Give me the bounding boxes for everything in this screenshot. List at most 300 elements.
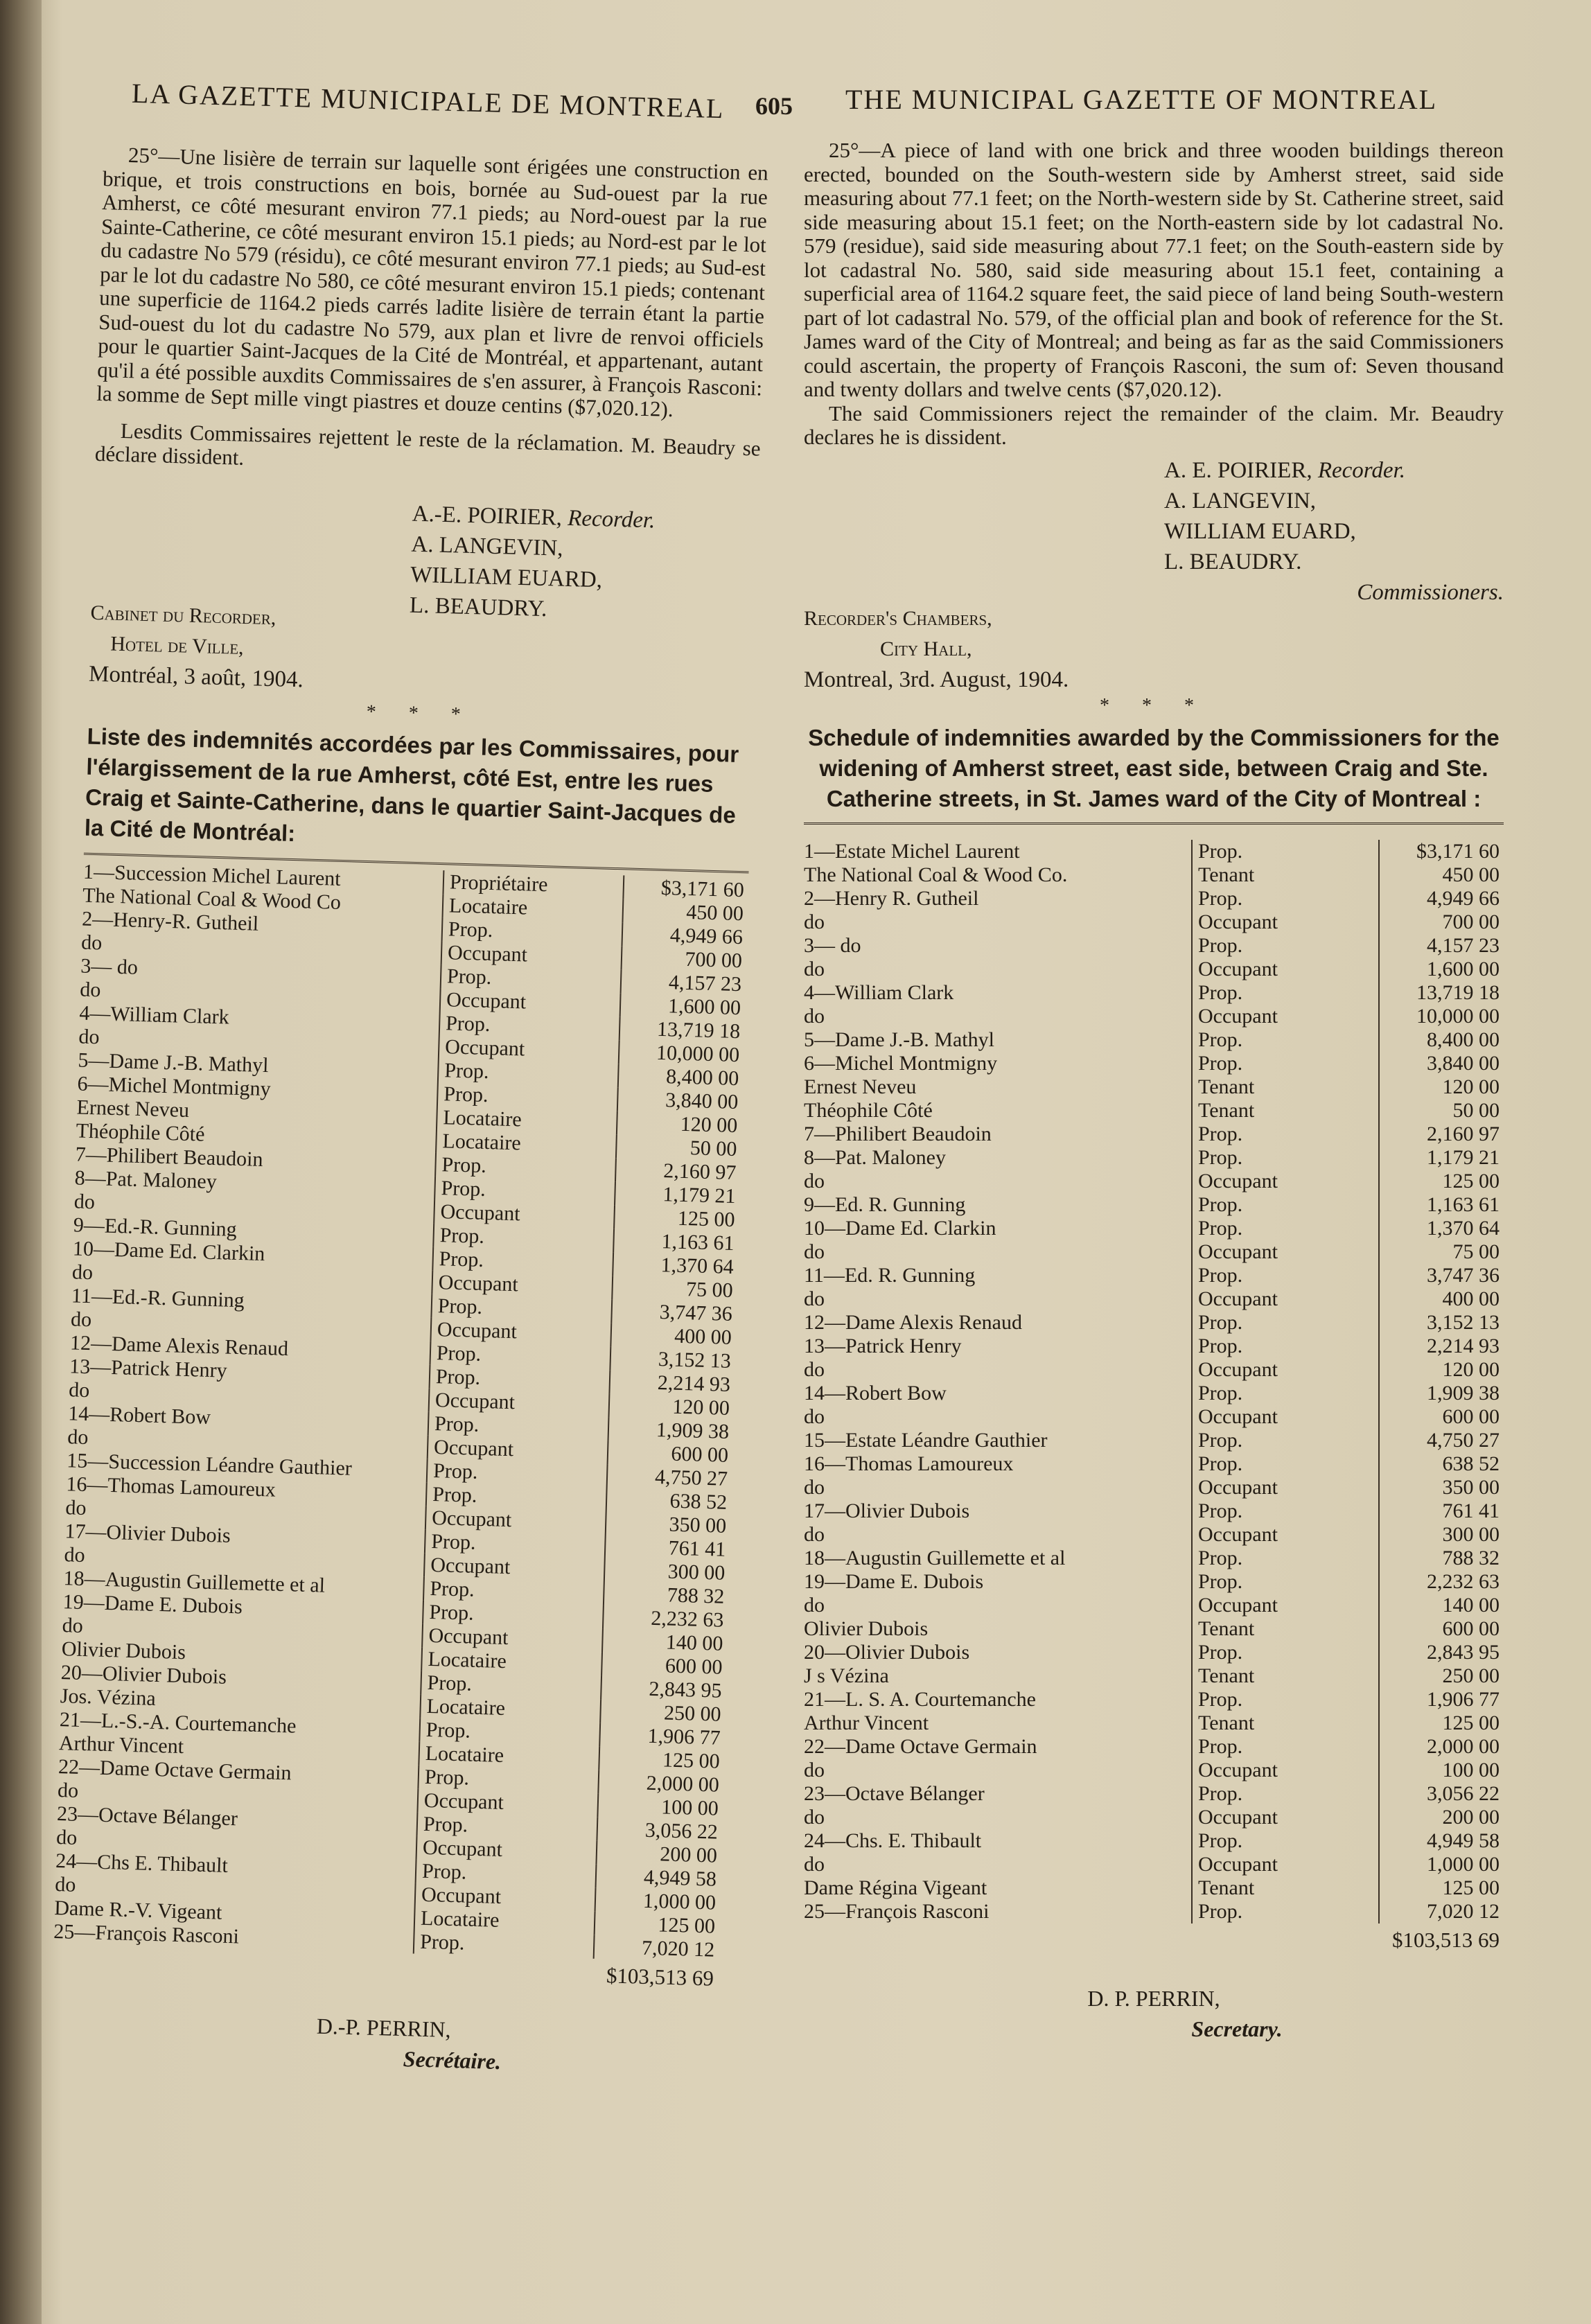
english-office bbox=[804, 604, 1504, 695]
table-row bbox=[804, 1617, 1504, 1641]
table-row bbox=[804, 1782, 1504, 1806]
claimant-name: do bbox=[80, 978, 441, 1012]
indemnity-amount: 2,160 97 bbox=[1427, 1122, 1500, 1145]
claimant-quality: Locataire bbox=[421, 1647, 602, 1675]
claimant-quality: Prop. bbox=[1192, 887, 1379, 910]
claimant-name: 17—Olivier Dubois bbox=[64, 1520, 425, 1553]
claimant-name: do bbox=[73, 1190, 434, 1224]
claimant-quality: Prop. bbox=[438, 1059, 619, 1087]
sig-langevin-en: A. LANGEVIN, bbox=[1164, 488, 1317, 513]
claimant-quality: Prop. bbox=[425, 1529, 606, 1558]
claimant-quality: Tenant bbox=[1192, 1075, 1379, 1099]
table-row bbox=[804, 1735, 1504, 1759]
indemnity-amount: 638 52 bbox=[669, 1489, 728, 1514]
indemnity-amount: 600 00 bbox=[671, 1442, 729, 1467]
claimant-name: 21—L. S. A. Courtemanche bbox=[804, 1688, 1192, 1711]
claimant-name: Olivier Dubois bbox=[61, 1637, 422, 1671]
table-row bbox=[804, 1806, 1504, 1829]
indemnity-amount: 13,719 18 bbox=[656, 1017, 741, 1043]
indemnity-amount: 788 32 bbox=[1442, 1546, 1500, 1569]
claimant-quality: Prop. bbox=[1192, 1146, 1379, 1170]
claimant-name: 18—Augustin Guillemette et al bbox=[804, 1547, 1192, 1570]
claimant-quality: Prop. bbox=[1192, 1429, 1379, 1452]
indemnity-amount: 120 00 bbox=[1442, 1357, 1500, 1381]
claimant-name: 16—Thomas Lamoureux bbox=[804, 1452, 1192, 1476]
table-row bbox=[804, 958, 1504, 981]
claimant-quality: Prop. bbox=[1192, 934, 1379, 958]
claimant-quality: Prop. bbox=[430, 1364, 610, 1393]
sig-beaudry-en: L. BEAUDRY. bbox=[1164, 549, 1302, 574]
indemnity-amount: 600 00 bbox=[1442, 1405, 1500, 1428]
claimant-quality: Prop. bbox=[1192, 1900, 1379, 1924]
indemnity-amount: 125 00 bbox=[662, 1748, 721, 1773]
claimant-quality: Prop. bbox=[1192, 1028, 1379, 1052]
claimant-name: do bbox=[58, 1779, 419, 1813]
claimant-name: do bbox=[72, 1260, 433, 1294]
indemnity-amount: 2,000 00 bbox=[1427, 1734, 1500, 1758]
table-row bbox=[804, 981, 1504, 1005]
claimant-quality: Locataire bbox=[437, 1105, 617, 1134]
claimant-quality: Locataire bbox=[419, 1741, 599, 1770]
claimant-name: 23—Octave Bélanger bbox=[804, 1782, 1192, 1806]
claimant-quality: Locataire bbox=[414, 1906, 595, 1935]
claimant-name: 23—Octave Bélanger bbox=[57, 1802, 418, 1836]
claimant-name: Dame R.-V. Vigeant bbox=[54, 1896, 415, 1930]
claimant-quality: Prop. bbox=[431, 1294, 612, 1322]
claimant-name: 5—Dame J.-B. Mathyl bbox=[804, 1028, 1192, 1052]
indemnity-amount: 1,163 61 bbox=[1427, 1192, 1500, 1216]
indemnity-amount: 2,232 63 bbox=[1427, 1569, 1500, 1593]
indemnity-amount: 8,400 00 bbox=[1427, 1028, 1500, 1051]
claimant-name: do bbox=[69, 1378, 430, 1412]
claimant-quality: Prop. bbox=[1192, 1382, 1379, 1405]
sig-poirier-en: A. E. POIRIER, bbox=[1164, 457, 1312, 483]
claimant-name: do bbox=[81, 931, 442, 965]
commissioners-label: Commissioners. bbox=[1357, 579, 1504, 605]
table-row bbox=[804, 1688, 1504, 1711]
table-row bbox=[804, 1570, 1504, 1594]
claimant-name: 25—François Rasconi bbox=[804, 1900, 1192, 1924]
claimant-name: 8—Pat. Maloney bbox=[804, 1146, 1192, 1170]
indemnity-amount: 788 32 bbox=[667, 1583, 725, 1608]
table-row bbox=[804, 1075, 1504, 1099]
claimant-quality: Occupant bbox=[1192, 1005, 1379, 1028]
claimant-quality: Occupant bbox=[1192, 1358, 1379, 1382]
indemnity-amount: 125 00 bbox=[1442, 1711, 1500, 1734]
claimant-quality: Locataire bbox=[436, 1129, 617, 1157]
claimant-quality: Prop. bbox=[418, 1765, 599, 1793]
table-row bbox=[804, 1759, 1504, 1782]
claimant-quality: Occupant bbox=[1192, 1759, 1379, 1782]
table-row bbox=[804, 1217, 1504, 1240]
claimant-quality: Tenant bbox=[1192, 1099, 1379, 1123]
indemnity-amount: 4,157 23 bbox=[668, 970, 742, 996]
claimant-name: 25—François Rasconi bbox=[53, 1919, 414, 1953]
table-row bbox=[804, 887, 1504, 910]
claimant-name: Ernest Neveu bbox=[76, 1095, 437, 1129]
claimant-quality: Occupant bbox=[434, 1199, 615, 1228]
claimant-name: 13—Patrick Henry bbox=[69, 1355, 430, 1389]
claimant-name: do bbox=[804, 1853, 1192, 1876]
claimant-name: 4—William Clark bbox=[804, 981, 1192, 1005]
indemnity-amount: 2,232 63 bbox=[650, 1606, 724, 1632]
indemnity-amount: 2,843 95 bbox=[1427, 1640, 1500, 1664]
indemnity-amount: 2,843 95 bbox=[649, 1677, 722, 1702]
indemnity-amount: 600 00 bbox=[665, 1653, 723, 1679]
indemnity-amount: 1,906 77 bbox=[1427, 1687, 1500, 1711]
claimant-name: do bbox=[56, 1826, 417, 1860]
french-total: $103,513 69 bbox=[606, 1962, 714, 1991]
claimant-name: 5—Dame J.-B. Mathyl bbox=[78, 1048, 439, 1082]
claimant-name: 19—Dame E. Dubois bbox=[62, 1590, 423, 1624]
claimant-name: do bbox=[78, 1025, 439, 1059]
claimant-quality: Prop. bbox=[423, 1576, 604, 1605]
table-row bbox=[804, 1711, 1504, 1735]
indemnity-amount: 400 00 bbox=[1442, 1287, 1500, 1310]
indemnity-amount: 2,214 93 bbox=[1427, 1334, 1500, 1357]
claimant-quality: Tenant bbox=[1192, 1711, 1379, 1735]
claimant-name: 21—L.-S.-A. Courtemanche bbox=[60, 1708, 421, 1742]
indemnity-amount: 75 00 bbox=[685, 1277, 734, 1302]
claimant-quality: Prop. bbox=[1192, 840, 1379, 863]
claimant-quality: Prop. bbox=[427, 1459, 608, 1487]
claimant-name: 4—William Clark bbox=[79, 1001, 440, 1035]
indemnity-amount: 125 00 bbox=[677, 1206, 735, 1231]
sig-poirier-role: Recorder. bbox=[567, 505, 656, 533]
indemnity-amount: 250 00 bbox=[1442, 1664, 1500, 1687]
claimant-name: 11—Ed. R. Gunning bbox=[804, 1264, 1192, 1287]
claimant-name: do bbox=[55, 1873, 416, 1907]
claimant-name: 2—Henry-R. Gutheil bbox=[82, 907, 443, 941]
claimant-quality: Prop. bbox=[414, 1930, 595, 1958]
table-row bbox=[804, 1311, 1504, 1335]
indemnity-amount: 761 41 bbox=[1442, 1499, 1500, 1522]
indemnity-amount: 3,056 22 bbox=[1427, 1781, 1500, 1805]
table-row bbox=[804, 1123, 1504, 1146]
claimant-quality: Prop. bbox=[430, 1341, 611, 1369]
claimant-quality: Prop. bbox=[417, 1812, 598, 1840]
claimant-name: 24—Chs E. Thibault bbox=[55, 1849, 416, 1883]
table-row bbox=[804, 1264, 1504, 1287]
claimant-quality: Prop. bbox=[1192, 1052, 1379, 1075]
claimant-quality: Occupant bbox=[1192, 1405, 1379, 1429]
table-row bbox=[804, 1146, 1504, 1170]
french-secretary bbox=[50, 2002, 717, 2082]
table-row bbox=[804, 1452, 1504, 1476]
claimant-quality: Occupant bbox=[429, 1388, 610, 1416]
table-row bbox=[804, 1193, 1504, 1217]
claimant-quality: Prop. bbox=[421, 1671, 601, 1699]
claimant-quality: Prop. bbox=[433, 1223, 614, 1251]
claimant-name: 10—Dame Ed. Clarkin bbox=[73, 1237, 434, 1271]
header-french-title: LA GAZETTE MUNICIPALE DE MONTREAL bbox=[131, 77, 726, 125]
english-paragraph-25: 25°—A piece of land with one brick and three wooden buildings thereon erected, bounded on the South-western side by Amherst street, said side measuring about 77.1 feet; on the North-western side by St. Catherine street, said side measuring about 15.1 feet; on the North-eastern side by lot cadastral No. 579 (residue), said side measuring about 77.1 feet; on the South-eastern side by lot cadastral No. 580, said side measuring about 15.1 feet, containing a superficial area of 1164.2 square feet, the said piece of land being South-western part of lot cadastral No. 579, of the official plan and book of reference for the St. James ward of the City of Montreal; and being as far as the said Commissioners could ascertain, the property of François Rasconi, the sum of: Seven thousand and twenty dollars and twelve cents ($7,020.12). bbox=[804, 138, 1504, 401]
claimant-name: Arthur Vincent bbox=[804, 1711, 1192, 1735]
claimant-name: do bbox=[67, 1425, 428, 1459]
indemnity-amount: 7,020 12 bbox=[1427, 1899, 1500, 1923]
indemnity-amount: 200 00 bbox=[659, 1842, 718, 1867]
claimant-name: 19—Dame E. Dubois bbox=[804, 1570, 1192, 1594]
claimant-name: do bbox=[71, 1308, 432, 1341]
english-signatures bbox=[1164, 455, 1504, 608]
english-schedule-title: Schedule of indemnities awarded by the Commissioners for the widening of Amherst street, east side, between Craig and Ste. Catherine streets, in St. James ward of the City of Montreal : bbox=[808, 724, 1500, 811]
claimant-name: 20—Olivier Dubois bbox=[60, 1661, 421, 1695]
indemnity-amount: 4,750 27 bbox=[1427, 1428, 1500, 1452]
indemnity-amount: 4,949 58 bbox=[643, 1865, 717, 1891]
claimant-quality: Occupant bbox=[1192, 1523, 1379, 1547]
indemnity-amount: 1,909 38 bbox=[656, 1418, 730, 1443]
claimant-quality: Occupant bbox=[1192, 1476, 1379, 1499]
claimant-quality: Prop. bbox=[1192, 1335, 1379, 1358]
claimant-name: do bbox=[804, 958, 1192, 981]
section-stars-en: * * * bbox=[1100, 694, 1208, 716]
claimant-name: 12—Dame Alexis Renaud bbox=[70, 1331, 431, 1365]
claimant-name: 22—Dame Octave Germain bbox=[58, 1755, 419, 1789]
indemnity-amount: 1,370 64 bbox=[1427, 1216, 1500, 1240]
indemnity-amount: 2,214 93 bbox=[657, 1371, 731, 1396]
claimant-name: 18—Augustin Guillemette et al bbox=[63, 1567, 424, 1601]
indemnity-amount: 350 00 bbox=[1442, 1475, 1500, 1499]
claimant-quality: Occupant bbox=[428, 1435, 608, 1463]
office-en-line-1: Recorder's Chambers, bbox=[804, 606, 992, 630]
claimant-quality: Prop. bbox=[1192, 1688, 1379, 1711]
claimant-quality: Locataire bbox=[420, 1694, 601, 1723]
indemnity-amount: 2,000 00 bbox=[646, 1771, 720, 1797]
claimant-name: 14—Robert Bow bbox=[68, 1402, 429, 1436]
claimant-quality: Occupant bbox=[416, 1836, 597, 1864]
claimant-name: J s Vézina bbox=[804, 1664, 1192, 1688]
table-row bbox=[804, 1099, 1504, 1123]
claimant-quality: Occupant bbox=[422, 1623, 603, 1652]
claimant-quality: Occupant bbox=[1192, 1287, 1379, 1311]
indemnity-amount: 125 00 bbox=[1442, 1169, 1500, 1192]
secretary-role: Secrétaire. bbox=[403, 2045, 502, 2074]
claimant-name: 14—Robert Bow bbox=[804, 1382, 1192, 1405]
office-line-1: Cabinet du Recorder, bbox=[90, 601, 276, 629]
claimant-name: 17—Olivier Dubois bbox=[804, 1499, 1192, 1523]
indemnity-amount: 450 00 bbox=[685, 900, 744, 925]
indemnity-amount: 3,152 13 bbox=[1427, 1310, 1500, 1334]
indemnity-amount: 120 00 bbox=[671, 1395, 730, 1420]
indemnity-amount: 3,840 00 bbox=[1427, 1051, 1500, 1075]
indemnity-amount: 3,747 36 bbox=[1427, 1263, 1500, 1287]
table-row bbox=[804, 1170, 1504, 1193]
table-row bbox=[804, 1405, 1504, 1429]
claimant-quality: Prop. bbox=[1192, 1499, 1379, 1523]
french-signatures bbox=[409, 498, 759, 630]
claimant-name: do bbox=[804, 1405, 1192, 1429]
claimant-quality: Occupant bbox=[441, 941, 622, 969]
claimant-quality: Occupant bbox=[415, 1883, 596, 1911]
table-row bbox=[804, 1641, 1504, 1664]
claimant-name: 16—Thomas Lamoureux bbox=[66, 1472, 427, 1506]
claimant-quality: Locataire bbox=[443, 894, 624, 922]
table-row bbox=[804, 934, 1504, 958]
sig-langevin: A. LANGEVIN, bbox=[411, 531, 564, 561]
claimant-quality: Prop. bbox=[1192, 1547, 1379, 1570]
claimant-name: Olivier Dubois bbox=[804, 1617, 1192, 1641]
table-row bbox=[804, 1664, 1504, 1688]
claimant-name: 13—Patrick Henry bbox=[804, 1335, 1192, 1358]
indemnity-amount: 1,163 61 bbox=[661, 1229, 735, 1255]
indemnity-amount: 10,000 00 bbox=[656, 1041, 740, 1066]
indemnity-amount: 8,400 00 bbox=[665, 1064, 739, 1090]
indemnity-amount: 250 00 bbox=[663, 1700, 722, 1726]
claimant-name: do bbox=[64, 1543, 425, 1577]
claimant-quality: Prop. bbox=[1192, 1311, 1379, 1335]
page-number: 605 bbox=[755, 92, 793, 120]
claimant-name: 12—Dame Alexis Renaud bbox=[804, 1311, 1192, 1335]
claimant-name: do bbox=[804, 1005, 1192, 1028]
table-row bbox=[804, 1523, 1504, 1547]
claimant-quality: Prop. bbox=[432, 1247, 613, 1275]
claimant-name: do bbox=[804, 1759, 1192, 1782]
claimant-name: do bbox=[804, 1240, 1192, 1264]
page-header bbox=[125, 76, 1524, 125]
table-row bbox=[804, 1853, 1504, 1876]
claimant-name: 11—Ed.-R. Gunning bbox=[71, 1284, 432, 1318]
claimant-quality: Prop. bbox=[1192, 1452, 1379, 1476]
sig-beaudry: L. BEAUDRY. bbox=[409, 592, 547, 622]
claimant-name: 20—Olivier Dubois bbox=[804, 1641, 1192, 1664]
claimant-quality: Prop. bbox=[426, 1482, 607, 1511]
table-row bbox=[804, 1052, 1504, 1075]
claimant-quality: Prop. bbox=[1192, 1123, 1379, 1146]
claimant-name: do bbox=[804, 1594, 1192, 1617]
claimant-name: 9—Ed. R. Gunning bbox=[804, 1193, 1192, 1217]
claimant-name: Théophile Côté bbox=[76, 1119, 437, 1153]
claimant-name: The National Coal & Wood Co bbox=[82, 883, 443, 917]
claimant-name: 22—Dame Octave Germain bbox=[804, 1735, 1192, 1759]
table-row bbox=[804, 1382, 1504, 1405]
claimant-name: 3— do bbox=[804, 934, 1192, 958]
english-secretary bbox=[804, 1983, 1504, 2044]
indemnity-amount: 350 00 bbox=[669, 1513, 727, 1538]
indemnity-amount: 3,840 00 bbox=[665, 1088, 739, 1113]
claimant-quality: Tenant bbox=[1192, 1617, 1379, 1641]
indemnity-amount: 3,747 36 bbox=[659, 1300, 733, 1326]
claimant-name: 7—Philibert Beaudoin bbox=[804, 1123, 1192, 1146]
claimant-quality: Occupant bbox=[425, 1506, 606, 1534]
claimant-name: 9—Ed.-R. Gunning bbox=[73, 1213, 434, 1247]
claimant-quality: Occupant bbox=[432, 1270, 613, 1299]
indemnity-amount: 761 41 bbox=[668, 1536, 726, 1561]
french-date: Montréal, 3 août, 1904. bbox=[88, 661, 304, 692]
indemnity-amount: 1,906 77 bbox=[647, 1724, 721, 1750]
indemnity-amount: 140 00 bbox=[665, 1630, 723, 1655]
claimant-quality: Occupant bbox=[1192, 1594, 1379, 1617]
indemnity-amount: 1,179 21 bbox=[1427, 1145, 1500, 1169]
claimant-quality: Prop. bbox=[1192, 981, 1379, 1005]
indemnity-amount: 2,160 97 bbox=[662, 1159, 737, 1184]
table-row bbox=[804, 840, 1504, 863]
claimant-name: 8—Pat. Maloney bbox=[74, 1166, 435, 1200]
claimant-name: 7—Philibert Beaudoin bbox=[75, 1143, 436, 1177]
claimant-name: do bbox=[65, 1496, 426, 1530]
indemnity-amount: 1,000 00 bbox=[642, 1889, 717, 1914]
claimant-quality: Prop. bbox=[1192, 1782, 1379, 1806]
indemnity-amount: $3,171 60 bbox=[660, 876, 745, 901]
indemnity-amount: 4,949 58 bbox=[1427, 1829, 1500, 1852]
english-column bbox=[804, 139, 1504, 2044]
indemnity-amount: 4,949 66 bbox=[1427, 886, 1500, 910]
claimant-quality: Tenant bbox=[1192, 1876, 1379, 1900]
claimant-quality: Prop. bbox=[1192, 1193, 1379, 1217]
indemnity-amount: 400 00 bbox=[674, 1324, 732, 1349]
claimant-quality: Prop. bbox=[434, 1176, 615, 1204]
claimant-name: 15—Succession Léandre Gauthier bbox=[67, 1449, 428, 1483]
claimant-name: Ernest Neveu bbox=[804, 1075, 1192, 1099]
claimant-name: 1—Succession Michel Laurent bbox=[83, 860, 444, 894]
claimant-quality: Prop. bbox=[1192, 1829, 1379, 1853]
claimant-quality: Prop. bbox=[437, 1082, 618, 1110]
claimant-name: do bbox=[804, 1806, 1192, 1829]
table-rule-en bbox=[804, 822, 1504, 825]
claimant-quality: Prop. bbox=[423, 1600, 604, 1628]
claimant-name: Arthur Vincent bbox=[59, 1732, 420, 1766]
indemnity-amount: 4,949 66 bbox=[669, 923, 744, 949]
indemnity-amount: 200 00 bbox=[1442, 1805, 1500, 1829]
claimant-name: 3— do bbox=[80, 954, 441, 988]
table-row bbox=[804, 1476, 1504, 1499]
indemnity-amount: 1,909 38 bbox=[1427, 1381, 1500, 1405]
claimant-quality: Occupant bbox=[417, 1788, 598, 1817]
table-row bbox=[804, 910, 1504, 934]
indemnity-amount: 450 00 bbox=[1442, 863, 1500, 886]
table-row bbox=[804, 1287, 1504, 1311]
english-date: Montreal, 3rd. August, 1904. bbox=[804, 667, 1069, 692]
claimant-name: do bbox=[804, 1287, 1192, 1311]
claimant-name: Théophile Côté bbox=[804, 1099, 1192, 1123]
claimant-quality: Prop. bbox=[1192, 1735, 1379, 1759]
claimant-quality: Prop. bbox=[439, 1012, 620, 1040]
claimant-name: 24—Chs. E. Thibault bbox=[804, 1829, 1192, 1853]
book-binding-edge bbox=[0, 0, 42, 2324]
table-row bbox=[804, 1547, 1504, 1570]
indemnity-amount: 1,179 21 bbox=[662, 1182, 736, 1208]
french-schedule-title: Liste des indemnités accordées par les Commissaires, pour l'élargissement de la rue Amherst, côté Est, entre les rues Craig et Sainte-Catherine, dans le quartier Saint-Jacques de la Cité de Montréal: bbox=[84, 723, 739, 846]
claimant-quality: Prop. bbox=[416, 1859, 597, 1887]
claimant-quality: Prop. bbox=[441, 965, 622, 993]
claimant-name: 2—Henry R. Gutheil bbox=[804, 887, 1192, 910]
claimant-quality: Propriétaire bbox=[443, 870, 624, 899]
claimant-name: do bbox=[804, 1358, 1192, 1382]
claimant-quality: Tenant bbox=[1192, 1664, 1379, 1688]
indemnity-amount: 1,600 00 bbox=[667, 994, 741, 1019]
indemnity-amount: 10,000 00 bbox=[1416, 1004, 1500, 1028]
indemnity-amount: 50 00 bbox=[689, 1136, 737, 1161]
claimant-name: do bbox=[804, 1476, 1192, 1499]
table-row bbox=[804, 1358, 1504, 1382]
claimant-quality: Occupant bbox=[430, 1317, 611, 1346]
claimant-quality: Prop. bbox=[1192, 1264, 1379, 1287]
indemnity-amount: 7,020 12 bbox=[641, 1936, 715, 1962]
section-stars: * * * bbox=[366, 701, 475, 725]
french-indemnity-table bbox=[53, 860, 748, 1962]
indemnity-amount: 75 00 bbox=[1452, 1240, 1500, 1263]
claimant-quality: Occupant bbox=[1192, 1853, 1379, 1876]
indemnity-amount: 300 00 bbox=[1442, 1522, 1500, 1546]
indemnity-amount: 1,600 00 bbox=[1427, 957, 1500, 980]
sig-euard: WILLIAM EUARD, bbox=[410, 562, 603, 592]
claimant-name: The National Coal & Wood Co. bbox=[804, 863, 1192, 887]
table-row bbox=[804, 1876, 1504, 1900]
claimant-quality: Prop. bbox=[419, 1718, 600, 1746]
header-english-title: THE MUNICIPAL GAZETTE OF MONTREAL bbox=[845, 84, 1438, 115]
claimant-name: 6—Michel Montmigny bbox=[77, 1072, 438, 1106]
claimant-quality: Occupant bbox=[1192, 1240, 1379, 1264]
secretary-role-en: Secretary. bbox=[1191, 2016, 1283, 2041]
